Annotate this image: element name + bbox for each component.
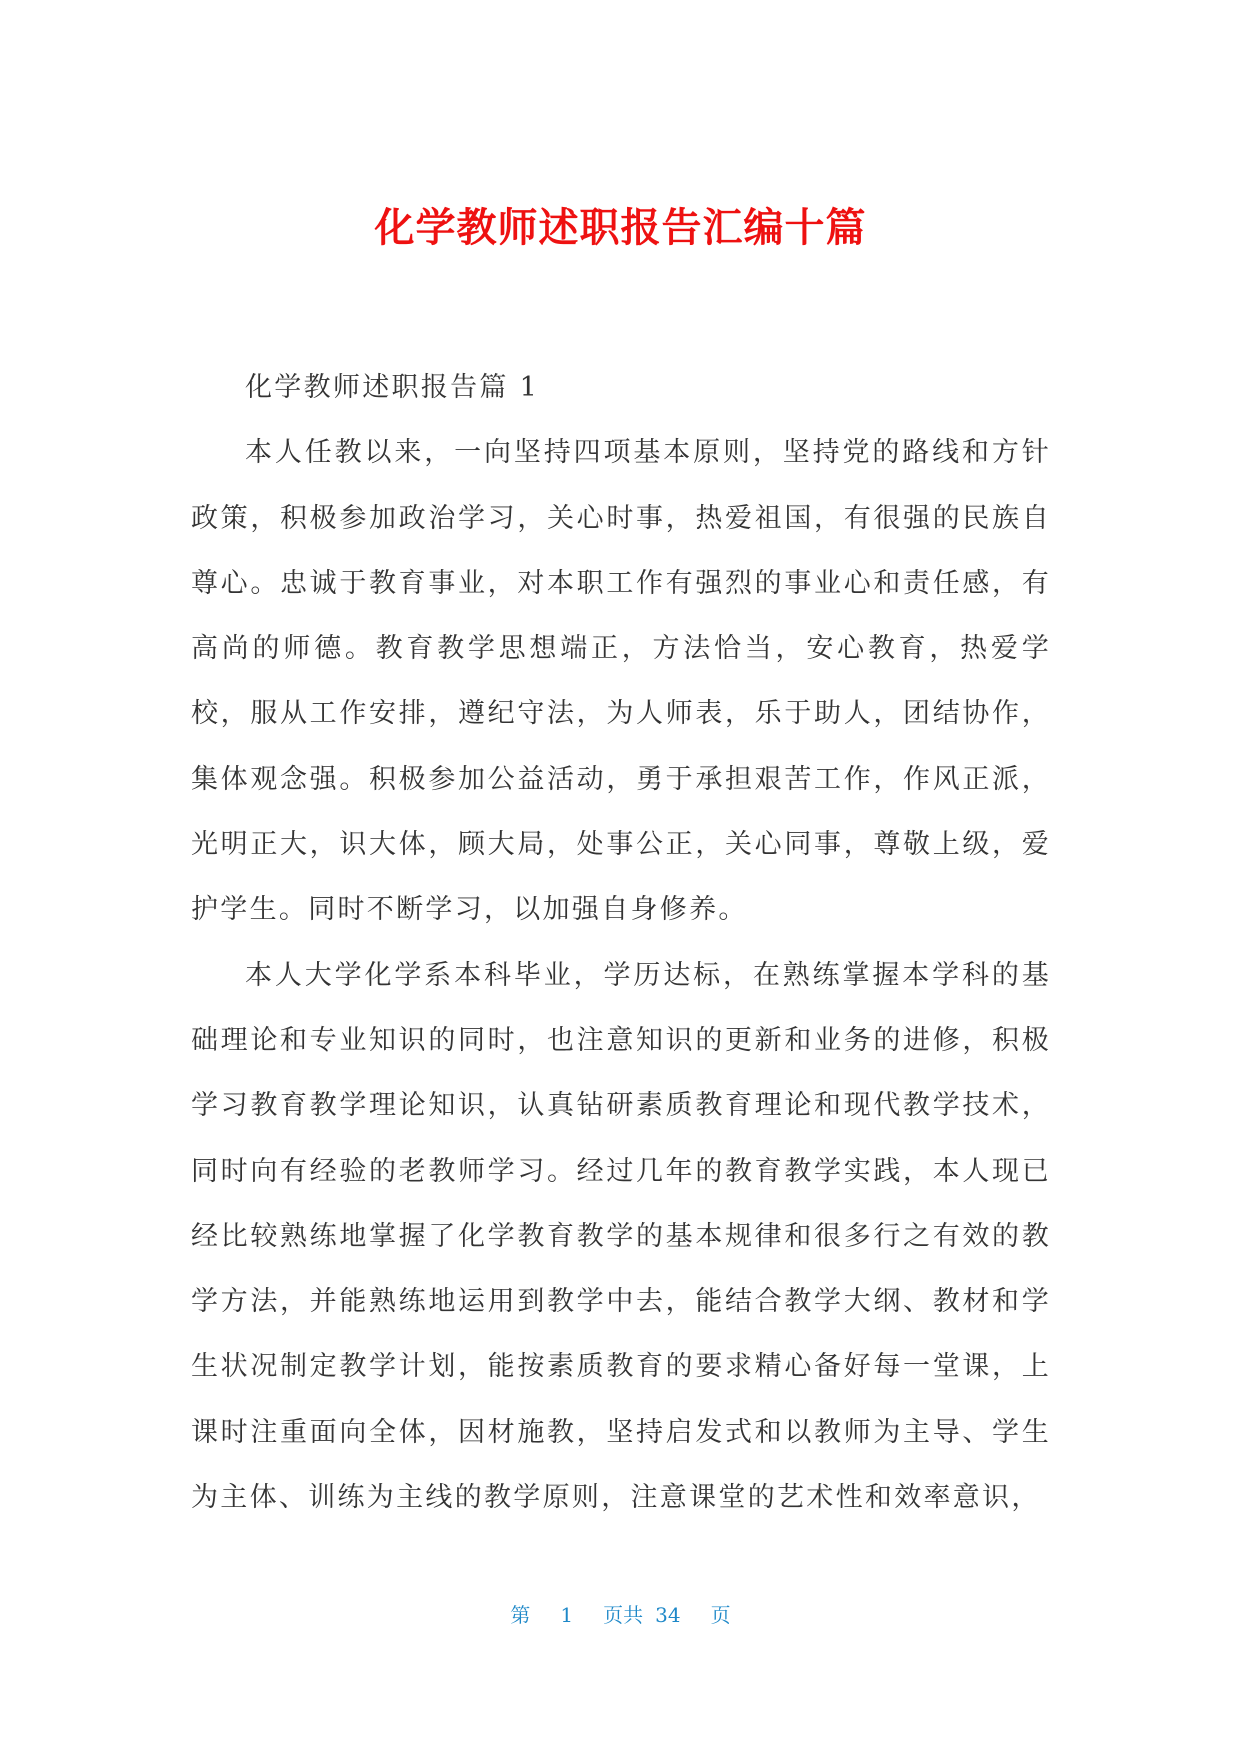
- footer-middle: 页共: [603, 1603, 644, 1627]
- footer-total-pages: 34: [655, 1603, 681, 1627]
- paragraph-1: 本人任教以来，一向坚持四项基本原则，坚持党的路线和方针政策，积极参加政治学习，关心时事，热爱祖国，有很强的民族自尊心。忠诚于教育事业，对本职工作有强烈的事业心和责任感，有高尚的师德。教育教学思想端正，方法恰当，安心教育，热爱学校，服从工作安排，遵纪守法，为人师表，乐于助人，团结协作，集体观念强。积极参加公益活动，勇于承担艰苦工作，作风正派，光明正大，识大体，顾大局，处事公正，关心同事，尊敬上级，爱护学生。同时不断学习，以加强自身修养。: [191, 437, 1051, 926]
- document-body: [191, 355, 1051, 1530]
- footer-current-page: 1: [560, 1603, 574, 1627]
- page-footer: [0, 1600, 1241, 1630]
- footer-prefix: 第: [510, 1603, 531, 1627]
- footer-suffix: 页: [710, 1603, 731, 1627]
- document-title: 化学教师述职报告汇编十篇: [374, 205, 867, 251]
- paragraph-2: 本人大学化学系本科毕业，学历达标，在熟练掌握本学科的基础理论和专业知识的同时，也注意知识的更新和业务的进修，积极学习教育教学理论知识，认真钻研素质教育理论和现代教学技术，同时向有经验的老教师学习。经过几年的教育教学实践，本人现已经比较熟练地掌握了化学教育教学的基本规律和很多行之有效的教学方法，并能熟练地运用到教学中去，能结合教学大纲、教材和学生状况制定教学计划，能按素质教育的要求精心备好每一堂课，上课时注重面向全体，因材施教，坚持启发式和以教师为主导、学生为主体、训练为主线的教学原则，注意课堂的艺术性和效率意识，: [191, 959, 1051, 1514]
- section-heading: 化学教师述职报告篇 1: [245, 372, 540, 403]
